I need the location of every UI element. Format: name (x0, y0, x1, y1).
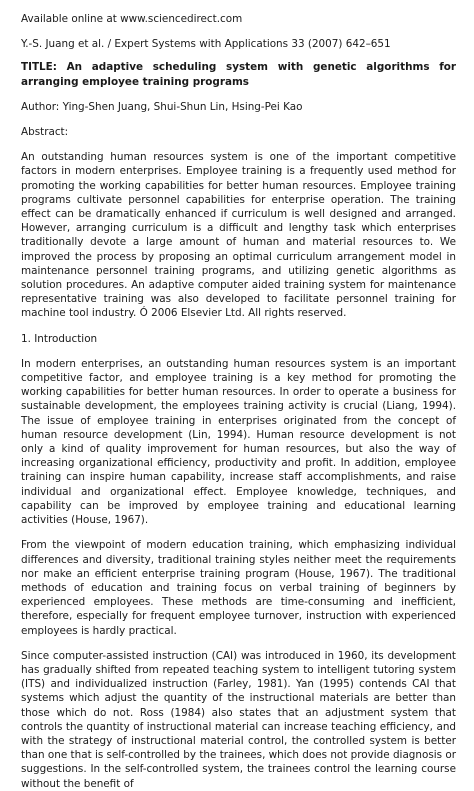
body-paragraph: From the viewpoint of modern education training, which emphasizing individual differences and diversity, traditional training styles neither meet the requirements nor make an efficient enterprise training program (House, 1967). The traditional methods of education and training focus on verbal training of beginners by experienced employees. These methods are time-consuming and inefficient, therefore, especially for frequent employee turnover, instruction with experienced employees is hardly practical. (21, 539, 456, 637)
citation-line: Y.-S. Juang et al. / Expert Systems with Applications 33 (2007) 642–651 (21, 38, 391, 51)
abstract-label: Abstract: (21, 126, 69, 139)
authors-line: Author: Ying-Shen Juang, Shui-Shun Lin, Hsing-Pei Kao (21, 100, 303, 113)
section-heading: 1. Introduction (21, 332, 98, 345)
abstract-text: An outstanding human resources system is one of the important competitive factors in modern enterprises. Employee training is a frequently used method for promoting the working capabilities for better human resources. Employee training programs cultivate personnel capabilities for enterprise operation. The training effect can be dramatically enhanced if curriculum is well designed and arranged. However, arranging curriculum is a difficult and lengthy task which enterprises traditionally devote a large amount of human and material resources to. We improved the process by proposing an optimal curriculum arrangement model in maintenance personnel training programs, and utilizing genetic algorithms as solution procedures. An adaptive computer aided training system for maintenance representative training was also developed to facilitate personnel training for machine tool industry. Ó 2006 Elsevier Ltd. All rights reserved. (21, 151, 456, 320)
article-title: TITLE: An adaptive scheduling system with genetic algorithms for arranging employee training programs (21, 61, 456, 88)
availability-line: Available online at www.sciencedirect.com (21, 13, 243, 25)
body-paragraph: Since computer-assisted instruction (CAI) was introduced in 1960, its development has gradually shifted from repeated teaching system to intelligent tutoring system (ITS) and individualized instruction (Farley, 1981). Yan (1995) contends CAI that systems which adjust the quantity of the instructional materials are better than those which do not. Ross (1984) also states that an adjustment system that controls the quantity of instructional material can increase teaching efficiency, and with the strategy of instructional material control, the controlled system is better than one that is self-controlled by the trainees, which does not provide diagnosis or suggestions. In the self-controlled system, the trainees control the learning course without the benefit of (21, 649, 456, 790)
body-paragraph: In modern enterprises, an outstanding human resources system is an important competitive factor, and employee training is a key method for promoting the working capabilities for better human resources. In order to operate a business for sustainable development, the employees training activity is crucial (Liang, 1994). The issue of employee training in enterprises originated from the concept of human resource development (Lin, 1994). Human resource development is not only a kind of quality improvement for human resources, but also the way of increasing organizational efficiency, productivity and profit. In addition, employee training can inspire human capability, increase staff accomplishments, and raise individual and organizational effect. Employee knowledge, techniques, and capability can be improved by employee training and educational learning activities (House, 1967). (21, 357, 456, 527)
